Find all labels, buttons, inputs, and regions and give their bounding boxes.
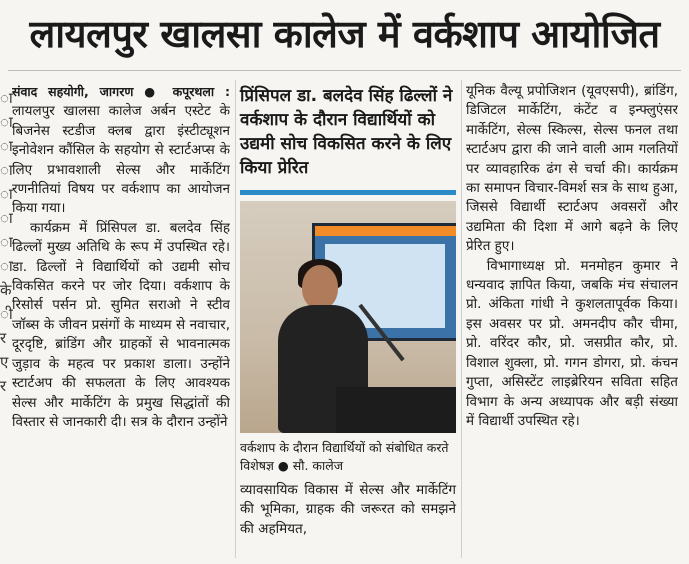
edge-char: र — [0, 377, 7, 395]
headline-rule — [8, 70, 681, 71]
edge-char: ा — [0, 161, 13, 179]
column-left — [12, 82, 230, 560]
article-paragraph-1 — [12, 82, 230, 219]
byline: संवाद सहयोगी, जागरण ● कपूरथला : — [12, 84, 230, 99]
article-paragraph-3: यूनिक वैल्यू प्रपोजिशन (यूवएसपी), ब्रांडिंग, डिजिटल मार्केटिंग, कंटेंट व इन्फ्लुएंसर मार्केटिंग, सेल्स स्किल्स, सेल्स फनल तथा स्टार्टअप द्वारा की जाने वाली आम गलतियों पर व्यावहारिक ढंग से चर्चा की। कार्यक्रम का समापन विचार-विमर्श सत्र के साथ हुआ, जिससे विद्यार्थी स्टार्टअप अवसरों और उद्यमिता की दिशा में आगे बढ़ने के लिए प्रेरित हुए। — [466, 83, 678, 255]
article-paragraph-4 — [466, 257, 678, 432]
photo-caption: वर्कशाप के दौरान विद्यार्थियों को संबोधित करते विशेषज्ञ ● सौ. कालेज — [240, 440, 449, 473]
paragraph-text: कार्यक्रम में प्रिंसिपल डा. बलदेव सिंह ढिल्लों मुख्य अतिथि के रूप में उपस्थित रहे। डा. ढिल्लों ने विद्यार्थियों को उद्यमी सोच विकसित करने पर जोर दिया। वर्कशाप के रिसोर्स पर्सन प्रो. सुमित सराओ ने स्टीव जॉब्स के जीवन प्रसंगों के माध्यम से नवाचार, दूरदृष्टि, ब्रांडिंग और ग्राहकों से भावनात्मक जुड़ाव के महत्व पर प्रकाश डाला। उन्होंने स्टार्टअप की सफलता के लिए आवश्यक सेल्स और मार्केटिंग के प्रमुख सिद्धांतों की विस्तार से जानकारी दी। सत्र के दौरान उन्होंने — [12, 219, 230, 430]
edge-char: ा — [0, 89, 13, 107]
podium — [336, 387, 456, 433]
edge-char: र — [0, 329, 7, 347]
paragraph-text: लायलपुर खालसा कालेज अर्बन एस्टेट के बिजनेस स्टडीज क्लब द्वारा इंस्टीट्यूशन इनोवेशन कौंसिल के सहयोग से स्टार्टअप्स के लिए प्रभावशाली सेल्स और मार्केटिंग रणनीतियां विषय पर वर्कशाप का आयोजन किया गया। — [12, 103, 230, 217]
column-right — [466, 82, 678, 560]
adjacent-article-edge — [0, 86, 13, 398]
edge-char: ा — [0, 209, 13, 227]
pull-quote: प्रिंसिपल डा. बलदेव सिंह ढिल्लों ने वर्कशाप के दौरान विद्यार्थियों को उद्यमी सोच विकसित करने के लिए किया प्रेरित — [240, 86, 453, 178]
speaker-head — [302, 265, 338, 309]
article-paragraph-2 — [12, 219, 230, 432]
edge-char: ा — [0, 185, 13, 203]
edge-char: ा — [0, 137, 13, 155]
edge-char: के — [0, 281, 12, 299]
pull-quote-bar — [240, 190, 456, 195]
edge-char: ए — [0, 353, 9, 371]
edge-char: ी — [0, 305, 13, 323]
edge-char: ा — [0, 233, 13, 251]
column-divider — [461, 80, 462, 558]
column-middle — [240, 82, 456, 560]
middle-body-text: व्यावसायिक विकास में सेल्स और मार्केटिंग की भूमिका, ग्राहक की जरूरत को समझने की अहमियत, — [240, 482, 456, 537]
headline: लायलपुर खालसा कालेज में वर्कशाप आयोजित — [29, 12, 660, 56]
edge-char: ा — [0, 257, 13, 275]
workshop-photo — [240, 201, 456, 433]
column-divider — [235, 80, 236, 558]
edge-char: ा — [0, 113, 13, 131]
paragraph-text: विभागाध्यक्ष प्रो. मनमोहन कुमार ने धन्यवाद ज्ञापित किया, जबकि मंच संचालन प्रो. अंकिता गांधी ने कुशलतापूर्वक किया। इस अवसर पर प्रो. अमनदीप कौर चीमा, प्रो. वरिंदर कौर, प्रो. जसप्रीत कौर, प्रो. विशाल शुक्ला, प्रो. गगन डोगरा, प्रो. कंचन गुप्ता, असिस्टेंट लाइब्रेरियन सविता सहित विभाग के अन्य अध्यापक और बड़ी संख्या में विद्यार्थी उपस्थित रहे। — [466, 257, 678, 429]
